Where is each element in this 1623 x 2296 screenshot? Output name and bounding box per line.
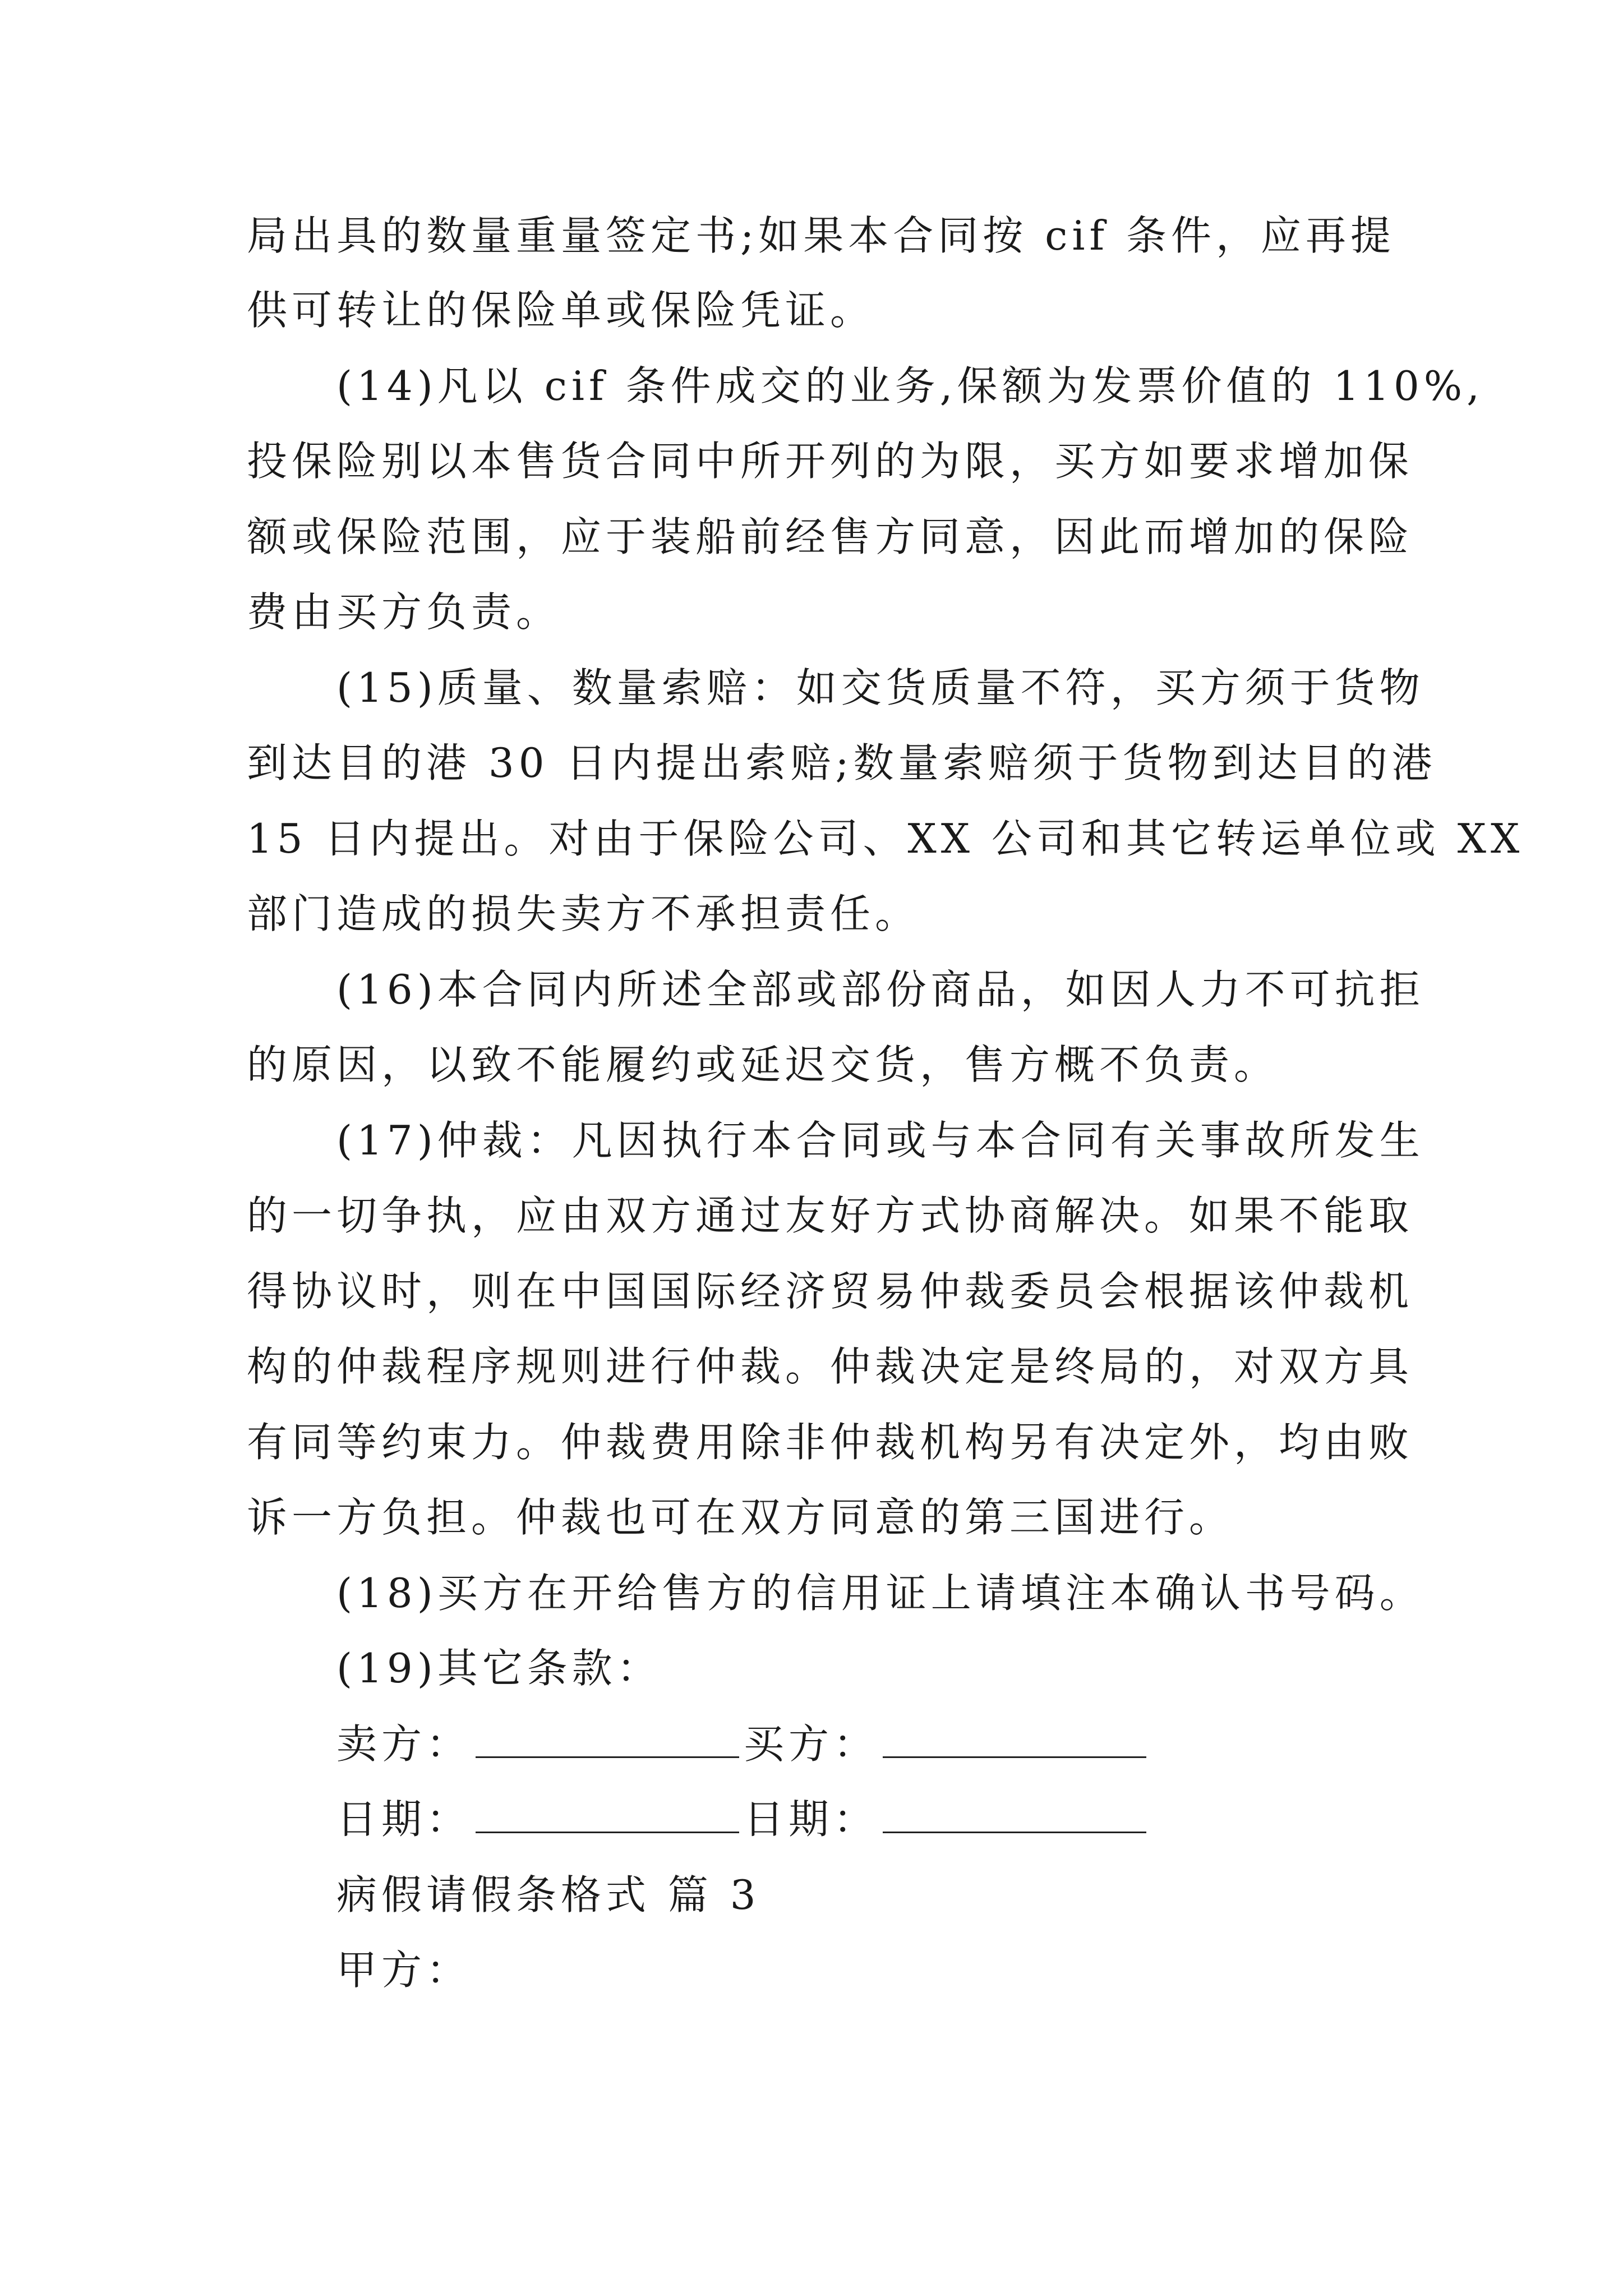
- buyer-date-label: 日期：: [744, 1796, 879, 1843]
- seller-date-label: 日期：: [336, 1796, 472, 1843]
- clause-18-line: (18)买方在开给售方的信用证上请填注本确认书号码。: [336, 1570, 1424, 1617]
- paragraph-line: 的一切争执，应由双方通过友好方式协商解决。如果不能取: [247, 1192, 1414, 1239]
- paragraph-line: 的原因，以致不能履约或延迟交货，售方概不负责。: [247, 1041, 1279, 1088]
- paragraph-line: 15 日内提出。对由于保险公司、XX 公司和其它转运单位或 XX: [247, 815, 1524, 862]
- clause-15-line: (15)质量、数量索赔：如交货质量不符，买方须于货物: [336, 664, 1424, 711]
- paragraph-line: 供可转让的保险单或保险凭证。: [247, 287, 875, 334]
- party-a-label: 甲方：: [336, 1947, 472, 1994]
- section-title: 病假请假条格式 篇 3: [336, 1871, 760, 1918]
- seller-date-field[interactable]: [476, 1796, 739, 1833]
- clause-14-line: (14)凡以 cif 条件成交的业务,保额为发票价值的 110%,: [336, 362, 1484, 409]
- paragraph-line: 部门造成的损失卖方不承担责任。: [247, 890, 920, 937]
- signature-row-parties: [336, 1716, 1151, 1772]
- seller-signature-field[interactable]: [476, 1720, 739, 1758]
- paragraph-line: 额或保险范围，应于装船前经售方同意，因此而增加的保险: [247, 513, 1414, 560]
- paragraph-line: 投保险别以本售货合同中所开列的为限，买方如要求增加保: [247, 438, 1414, 485]
- signature-row-dates: [336, 1791, 1151, 1847]
- buyer-date-field[interactable]: [883, 1796, 1146, 1833]
- seller-label: 卖方：: [336, 1720, 472, 1768]
- paragraph-line: 得协议时，则在中国国际经济贸易仲裁委员会根据该仲裁机: [247, 1268, 1414, 1315]
- paragraph-line: 诉一方负担。仲裁也可在双方同意的第三国进行。: [247, 1494, 1234, 1541]
- paragraph-line: 费由买方负责。: [247, 588, 561, 636]
- paragraph-line: 局出具的数量重量签定书;如果本合同按 cif 条件，应再提: [247, 212, 1396, 259]
- paragraph-line: 到达目的港 30 日内提出索赔;数量索赔须于货物到达目的港: [247, 739, 1437, 786]
- paragraph-line: 构的仲裁程序规则进行仲裁。仲裁决定是终局的，对双方具: [247, 1343, 1414, 1390]
- clause-17-line: (17)仲裁：凡因执行本合同或与本合同有关事故所发生: [336, 1117, 1424, 1164]
- clause-19-line: (19)其它条款：: [336, 1645, 662, 1692]
- paragraph-line: 有同等约束力。仲裁费用除非仲裁机构另有决定外，均由败: [247, 1419, 1414, 1466]
- clause-16-line: (16)本合同内所述全部或部份商品，如因人力不可抗拒: [336, 966, 1424, 1013]
- buyer-signature-field[interactable]: [883, 1720, 1146, 1758]
- buyer-label: 买方：: [744, 1720, 879, 1768]
